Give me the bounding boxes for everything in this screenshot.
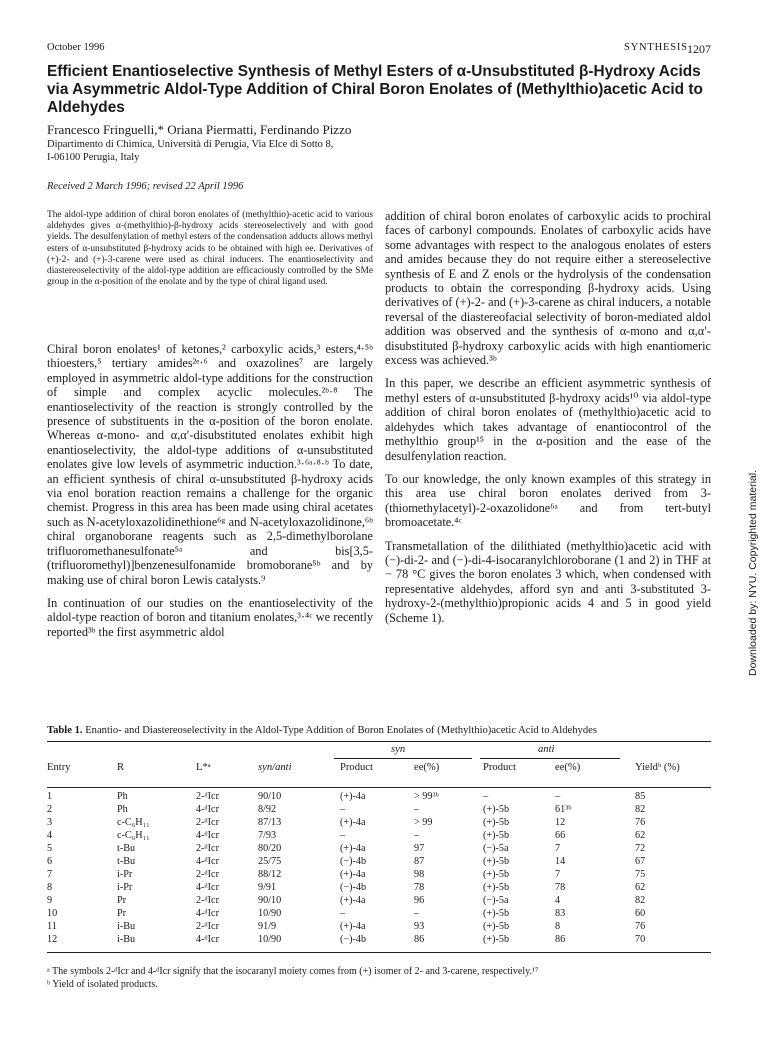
table-cell: 82 (635, 804, 646, 815)
table-cell: 62 (635, 882, 646, 893)
column-header: Product (483, 762, 516, 773)
body-paragraph: To our knowledge, the only known examples of this strategy in this area use chiral boron enolates derived from 3-(thiomethylacetyl)-2-oxazolidone⁶ᵃ and from tert-butyl bromoacetate.⁴ᶜ (385, 471, 711, 530)
table-cell: 90/10 (258, 895, 282, 906)
table-cell: i-Pr (117, 869, 133, 880)
group-rule-syn (334, 758, 472, 759)
table-cell: 4-ᵈIcr (196, 882, 219, 893)
table-cell: i-Bu (117, 934, 136, 945)
table-row (47, 908, 711, 920)
table-cell: – (414, 830, 420, 841)
table-cell: (+)-4a (340, 843, 366, 854)
table-rule-bottom (47, 952, 711, 953)
table-cell: 9/91 (258, 882, 277, 893)
table-cell: 4-ᵈIcr (196, 856, 219, 867)
table-row (47, 817, 711, 829)
table-cell: 25/75 (258, 856, 282, 867)
table-cell: i-Pr (117, 882, 133, 893)
table-cell: (+)-5b (483, 908, 510, 919)
received-dates: Received 2 March 1996; revised 22 April 1996 (47, 181, 244, 192)
table-cell: 76 (635, 921, 646, 932)
table-cell: 7 (555, 869, 561, 880)
table-cell: (+)-5b (483, 804, 510, 815)
table-cell: Ph (117, 804, 128, 815)
table-cell: 12 (47, 934, 58, 945)
table-cell: 66 (555, 830, 566, 841)
table-header-row (47, 762, 711, 776)
table-cell: 78 (414, 882, 425, 893)
table-caption (47, 725, 597, 736)
table-cell: 7 (555, 843, 561, 854)
table-cell: 60 (635, 908, 646, 919)
table-cell: 98 (414, 869, 425, 880)
table-cell: 2-ᵈIcr (196, 895, 219, 906)
table-cell: – (483, 791, 489, 802)
body-column-right (385, 209, 711, 634)
table-cell: 87/13 (258, 817, 282, 828)
column-header: L*ᵃ (196, 762, 211, 773)
table-cell: c-C₆H₁₁ (117, 817, 150, 828)
table-cell: (−)-5a (483, 843, 509, 854)
table-cell: 97 (414, 843, 425, 854)
table-row (47, 934, 711, 946)
table-caption-text: Enantio- and Diastereoselectivity in the Aldol-Type Addition of Boron Enolates of (Methylthio)acetic Acid to Aldehydes (85, 725, 597, 736)
affiliation-line: I-06100 Perugia, Italy (47, 151, 140, 163)
column-header: Entry (47, 762, 71, 773)
author-list: Francesco Fringuelli,* Oriana Piermatti, Ferdinando Pizzo (47, 122, 352, 137)
footnote-b: ᵇ Yield of isolated products. (47, 978, 158, 990)
table-cell: (−)-4b (340, 856, 367, 867)
table-cell: (+)-4a (340, 921, 366, 932)
table-footnotes (47, 966, 538, 991)
table-cell: 67 (635, 856, 646, 867)
table-cell: – (414, 908, 420, 919)
table-cell: 9 (47, 895, 53, 906)
table-cell: 78 (555, 882, 566, 893)
column-header: R (117, 762, 125, 773)
table-row (47, 895, 711, 907)
table-cell: 4-ᵈIcr (196, 804, 219, 815)
table-cell: 85 (635, 791, 646, 802)
affiliation-line: Dipartimento di Chimica, Università di Perugia, Via Elce di Sotto 8, (47, 139, 334, 150)
table-cell: 8/92 (258, 804, 277, 815)
table-rule-header (47, 787, 711, 788)
table-cell: 2-ᵈIcr (196, 921, 219, 932)
column-header: syn/anti (258, 762, 292, 773)
table-label: Table 1. (47, 725, 83, 736)
table-cell: 2-ᵈIcr (196, 817, 219, 828)
table-cell: 7/93 (258, 830, 277, 841)
table-cell: 87 (414, 856, 425, 867)
table-cell: (+)-5b (483, 921, 510, 932)
table-cell: 80/20 (258, 843, 282, 854)
table-cell: 62 (635, 830, 646, 841)
watermark-text: Downloaded by: NYU. Copyrighted material. (747, 469, 759, 677)
running-header (47, 42, 711, 56)
table-cell: 3 (47, 817, 53, 828)
table-cell: 88/12 (258, 869, 282, 880)
table-cell: t-Bu (117, 856, 136, 867)
body-paragraph: In this paper, we describe an efficient asymmetric synthesis of methyl esters of α-unsubstituted β-hydroxy acids¹⁰ via aldol-type addition of chiral boron enolates of (methylthio)acetic acid to aldehydes which takes advantage of enantiocontrol of the methylthio group¹⁵ in the α-position and the ease of the desulfenylation reaction. (385, 376, 711, 463)
table-cell: 72 (635, 843, 646, 854)
table-cell: c-C₆H₁₁ (117, 830, 150, 841)
table-row (47, 921, 711, 933)
table-cell: 4 (555, 895, 561, 906)
table-cell: 8 (47, 882, 53, 893)
table-cell: – (340, 908, 346, 919)
table-cell: 4-ᵈIcr (196, 830, 219, 841)
table-cell: (+)-4a (340, 791, 366, 802)
column-header: ee(%) (555, 762, 581, 773)
table-cell: Ph (117, 791, 128, 802)
body-paragraph: In continuation of our studies on the enantioselectivity of the aldol-type reaction of boron and titanium enolates,³·⁴ᶜ we recently reported³ᵇ the first asymmetric aldol (47, 595, 373, 639)
table-cell: (+)-4a (340, 895, 366, 906)
table-cell: 90/10 (258, 791, 282, 802)
group-rule-anti (480, 758, 620, 759)
table-cell: 75 (635, 869, 646, 880)
table-cell: 76 (635, 817, 646, 828)
column-header: Yieldᵇ (%) (635, 762, 680, 773)
table-cell: 82 (635, 895, 646, 906)
table-cell: 2 (47, 804, 53, 815)
table-cell: 4 (47, 830, 53, 841)
table-cell: (+)-4a (340, 817, 366, 828)
table-body (47, 791, 711, 951)
table-cell: t-Bu (117, 843, 136, 854)
abstract: The aldol-type addition of chiral boron enolates of (methylthio)-acetic acid to various aldehydes gives α-(methylthio)-β-hydroxy acids stereoselectively and with good yields. The desulfenylation of methyl esters of the condensation adducts allows methyl esters of α-unsubstituted β-hydroxy acids to be obtained with high ee. Derivatives of (+)-2- and (+)-3-carene were used as chiral inducers. The enantioselectivity and diastereoselectivity of the aldol-type addition are efficaciously controlled by the SMe group in the α-position of the enolate and by the type of chiral ligand used. (47, 210, 373, 288)
page-number: 1207 (687, 42, 711, 56)
table-row (47, 869, 711, 881)
table-cell: 96 (414, 895, 425, 906)
table-cell: – (555, 791, 561, 802)
table-cell: 70 (635, 934, 646, 945)
body-paragraph: Transmetallation of the dilithiated (methylthio)acetic acid with (−)-di-2- and (−)-di-4-isocaranylchloroborane (1 and 2) in THF at − 78 °C gives the boron enolates 3 which, when condensed with representative aldehydes, afford syn and anti 3-substituted 3-hydroxy-2-(methylthio)propionic acids 4 and 5 in good yield (Scheme 1). (385, 538, 711, 625)
table-cell: (+)-4a (340, 869, 366, 880)
table-cell: 14 (555, 856, 566, 867)
table-cell: (−)-4b (340, 934, 367, 945)
table-row (47, 791, 711, 803)
table-cell: 2-ᵈIcr (196, 791, 219, 802)
table-cell: 10/90 (258, 934, 282, 945)
table-row (47, 830, 711, 842)
download-watermark (745, 420, 761, 730)
table-cell: 7 (47, 869, 53, 880)
table-cell: 10/90 (258, 908, 282, 919)
table-cell: 4-ᵈIcr (196, 934, 219, 945)
table-cell: – (414, 804, 420, 815)
table-cell: (+)-5b (483, 882, 510, 893)
table-cell: (−)-4b (340, 882, 367, 893)
column-header: Product (340, 762, 373, 773)
table-cell: (+)-5b (483, 830, 510, 841)
table-cell: 1 (47, 791, 53, 802)
table-cell: > 99³ᵇ (414, 791, 439, 802)
table-rule-top (47, 741, 711, 742)
table-row (47, 804, 711, 816)
footnote-a: ᵃ The symbols 2-ᵈIcr and 4-ᵈIcr signify that the isocaranyl moiety comes from (+) isomer of 2- and 3-carene, respectively.¹⁷ (47, 966, 539, 977)
table-row (47, 843, 711, 855)
table-cell: 93 (414, 921, 425, 932)
table-cell: i-Bu (117, 921, 136, 932)
body-column-left (47, 342, 373, 648)
table-cell: (+)-5b (483, 869, 510, 880)
table-cell: 61³ᵇ (555, 804, 572, 815)
table-cell: (+)-5b (483, 856, 510, 867)
table-cell: 4-ᵈIcr (196, 908, 219, 919)
table-cell: – (340, 830, 346, 841)
table-row (47, 882, 711, 894)
table-cell: 8 (555, 921, 561, 932)
table-cell: (−)-5a (483, 895, 509, 906)
group-label-syn: syn (391, 744, 406, 755)
table-cell: (+)-5b (483, 817, 510, 828)
body-paragraph: addition of chiral boron enolates of carboxylic acids to prochiral faces of carbonyl compounds. Enolates of carboxylic acids have some advantages with respect to the analogous enolates of esters and amides because they do not require either a stereoselective synthesis of E and Z enols or the hydrolysis of the condensation products to obtain the corresponding β-hydroxy acids. Using derivatives of (+)-2- and (+)-3-carene as chiral inducers, a notable reversal of the diastereofacial selectivity of boron-mediated aldol addition was observed and the synthesis of α-mono and α,α′-disubstituted β-hydroxy carboxylic acids with high enantiomeric excess was achieved.³ᵇ (385, 209, 711, 368)
affiliation (47, 139, 333, 164)
body-paragraph: Chiral boron enolates¹ of ketones,² carboxylic acids,³ esters,⁴·⁵ᵇ thioesters,⁵ tertiary amides²ᵉ·⁶ and oxazolines⁷ are largely employed in asymmetric aldol-type additions for the construction of simple and complex acyclic molecules.²ᵇ·⁸ The enantioselectivity of the reaction is strongly controlled by the presence of substituents in the α-position of the boron enolate. Whereas α-mono- and α,α′-disubstituted enolates exhibit high enantioselectivity, the aldol-type additions of α-unsubstituted enolates give low levels of asymmetric induction.³·⁶ᵃ·⁸·ᵇ To date, an efficient synthesis of chiral α-unsubstituted β-hydroxy acids via enol boration reaction remains a challenge for the organic chemist. Progress in this area has been made using chiral acetates such as N-acetyloxazolidinethione⁶ᵍ and N-acetyloxazolidinone,⁶ᵇ chiral organoborane reagents such as 2,5-dimethylborolane trifluoromethanesulfonate⁵ᵃ and bis[3,5-(trifluoromethyl)]benzenesulfonamide bromoborane⁵ᵇ and by making use of chiral boron Lewis catalysts.⁹ (47, 342, 373, 587)
table-cell: 10 (47, 908, 58, 919)
table-cell: 11 (47, 921, 57, 932)
table-cell: – (340, 804, 346, 815)
table-cell: Pr (117, 908, 127, 919)
issue-date: October 1996 (47, 42, 105, 53)
table-cell: Pr (117, 895, 127, 906)
article-title: Efficient Enantioselective Synthesis of Methyl Esters of α-Unsubstituted β-Hydroxy Acids via Asymmetric Aldol-Type Addition of Chiral Boron Enolates of (Methylthio)acetic Acid to Aldehydes (47, 63, 703, 116)
table-row (47, 856, 711, 868)
table-cell: > 99 (414, 817, 433, 828)
table-cell: (+)-5b (483, 934, 510, 945)
table-cell: 2-ᵈIcr (196, 843, 219, 854)
table-cell: 86 (414, 934, 425, 945)
table-cell: 2-ᵈIcr (196, 869, 219, 880)
table-cell: 6 (47, 856, 53, 867)
table-cell: 12 (555, 817, 566, 828)
column-header: ee(%) (414, 762, 440, 773)
table-cell: 91/9 (258, 921, 277, 932)
group-label-anti: anti (538, 744, 555, 755)
table-cell: 86 (555, 934, 566, 945)
journal-name: SYNTHESIS (624, 42, 688, 53)
table-cell: 83 (555, 908, 566, 919)
table-cell: 5 (47, 843, 53, 854)
